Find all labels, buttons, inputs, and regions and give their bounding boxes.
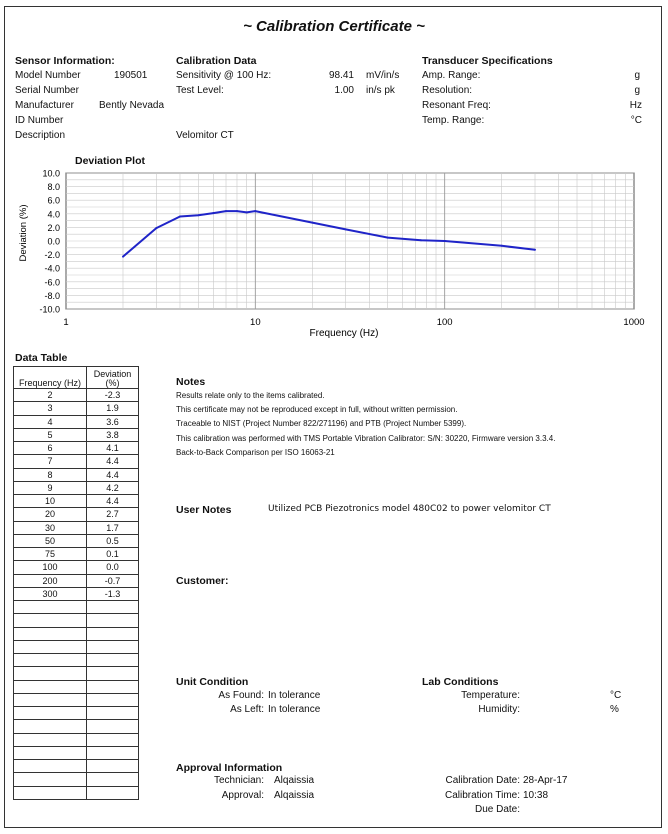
approval-label: Approval:: [221, 790, 264, 801]
frequency-cell: [14, 614, 87, 627]
frequency-cell: 5: [14, 428, 87, 441]
x-axis-label: Frequency (Hz): [309, 328, 379, 339]
table-row: [14, 720, 139, 733]
data-point: [387, 237, 389, 239]
frequency-cell: 75: [14, 548, 87, 561]
table-row: [14, 760, 139, 773]
frequency-cell: [14, 680, 87, 693]
data-table: [13, 366, 139, 800]
deviation-cell: [87, 614, 139, 627]
x-tick-label: 1: [63, 317, 69, 328]
deviation-cell: [87, 640, 139, 653]
deviation-cell: [87, 733, 139, 746]
frequency-cell: [14, 693, 87, 706]
y-axis-label: Deviation (%): [18, 204, 29, 262]
temperature-unit: °C: [610, 690, 622, 701]
notes-heading: Notes: [176, 376, 206, 388]
deviation-cell: [87, 746, 139, 759]
frequency-cell: [14, 786, 87, 799]
unit-condition-heading: Unit Condition: [176, 676, 249, 688]
resonant-freq-label: Resonant Freq:: [422, 100, 491, 111]
data-point: [155, 227, 157, 229]
deviation-cell: [87, 680, 139, 693]
deviation-cell: [87, 760, 139, 773]
table-row: [14, 640, 139, 653]
table-row: [14, 402, 139, 415]
test-level-unit: in/s pk: [366, 85, 395, 96]
table-row: [14, 707, 139, 720]
resonant-freq-unit: Hz: [629, 100, 642, 111]
table-row: [14, 521, 139, 534]
calibration-date-label: Calibration Date:: [445, 775, 520, 786]
frequency-cell: 7: [14, 455, 87, 468]
deviation-cell: 1.7: [87, 521, 139, 534]
frequency-cell: 20: [14, 508, 87, 521]
table-row: [14, 587, 139, 600]
y-tick-label: 10.0: [42, 168, 60, 179]
frequency-cell: [14, 720, 87, 733]
calibration-time-label: Calibration Time:: [444, 790, 520, 801]
table-row: [14, 455, 139, 468]
frequency-cell: [14, 773, 87, 786]
frequency-cell: 300: [14, 587, 87, 600]
due-date-label: Due Date:: [474, 804, 520, 815]
frequency-cell: 30: [14, 521, 87, 534]
frequency-cell: 9: [14, 481, 87, 494]
as-left-value: In tolerance: [268, 704, 321, 715]
sensitivity-label: Sensitivity @ 100 Hz:: [176, 70, 272, 81]
deviation-cell: 4.1: [87, 442, 139, 455]
data-point: [534, 249, 536, 251]
notes-line: This certificate may not be reproduced except in full, without written permission.: [176, 405, 458, 414]
table-row: [14, 627, 139, 640]
table-row: [14, 746, 139, 759]
col-deviation-header-line2: (%): [105, 378, 120, 388]
notes-line: This calibration was performed with TMS Portable Vibration Calibrator: S/N: 30220, Firmware version 3.3.4.: [176, 434, 556, 443]
data-point: [225, 210, 227, 212]
test-level-value: 1.00: [334, 85, 354, 96]
y-tick-label: 8.0: [47, 182, 60, 193]
y-tick-label: -8.0: [44, 290, 60, 301]
table-row: [14, 508, 139, 521]
table-row: [14, 389, 139, 402]
x-tick-label: 100: [436, 317, 453, 328]
deviation-cell: 3.6: [87, 415, 139, 428]
data-point: [345, 228, 347, 230]
frequency-cell: 4: [14, 415, 87, 428]
manufacturer-label: Manufacturer: [15, 100, 74, 111]
deviation-chart: [0, 0, 668, 350]
table-row: [14, 601, 139, 614]
data-point: [236, 210, 238, 212]
sensor-info-heading: Sensor Information:: [15, 55, 115, 67]
model-number-value: 190501: [114, 70, 148, 81]
col-deviation-header: [87, 367, 139, 389]
data-point: [212, 212, 214, 214]
frequency-cell: 6: [14, 442, 87, 455]
test-level-label: Test Level:: [176, 85, 224, 96]
frequency-cell: 200: [14, 574, 87, 587]
as-found-value: In tolerance: [268, 690, 321, 701]
sensitivity-value: 98.41: [328, 70, 354, 81]
table-row: [14, 534, 139, 547]
deviation-cell: [87, 707, 139, 720]
data-table-title: Data Table: [15, 352, 68, 364]
table-row: [14, 415, 139, 428]
data-point: [311, 222, 313, 224]
temp-range-unit: °C: [630, 115, 642, 126]
deviation-cell: 4.2: [87, 481, 139, 494]
technician-value: Alqaissia: [274, 775, 315, 786]
notes-line: Traceable to NIST (Project Number 822/271196) and PTB (Project Number 5399).: [176, 419, 467, 428]
data-point: [246, 211, 248, 213]
deviation-cell: 0.1: [87, 548, 139, 561]
y-tick-label: 2.0: [47, 222, 60, 233]
deviation-cell: 0.5: [87, 534, 139, 547]
deviation-cell: 0.0: [87, 561, 139, 574]
data-point: [254, 210, 256, 212]
model-number-label: Model Number: [15, 70, 81, 81]
y-tick-label: 0.0: [47, 236, 60, 247]
table-row: [14, 442, 139, 455]
data-point: [179, 216, 181, 218]
y-tick-label: 6.0: [47, 195, 60, 206]
user-notes-label: User Notes: [176, 504, 232, 516]
id-number-label: ID Number: [15, 115, 64, 126]
deviation-cell: [87, 693, 139, 706]
description-label: Description: [15, 130, 66, 141]
frequency-cell: [14, 627, 87, 640]
humidity-label: Humidity:: [478, 704, 520, 715]
data-point: [122, 256, 124, 258]
deviation-cell: 3.8: [87, 428, 139, 441]
humidity-unit: %: [610, 704, 619, 715]
y-tick-label: -4.0: [44, 263, 60, 274]
data-point: [197, 214, 199, 216]
frequency-cell: [14, 707, 87, 720]
x-tick-label: 10: [250, 317, 261, 328]
deviation-cell: [87, 773, 139, 786]
table-row: [14, 680, 139, 693]
deviation-cell: -1.3: [87, 587, 139, 600]
frequency-cell: [14, 760, 87, 773]
resolution-label: Resolution:: [422, 85, 473, 96]
table-row: [14, 495, 139, 508]
data-point: [501, 245, 503, 247]
approval-value: Alqaissia: [274, 790, 315, 801]
table-row: [14, 468, 139, 481]
deviation-cell: [87, 786, 139, 799]
technician-label: Technician:: [213, 775, 264, 786]
deviation-cell: [87, 720, 139, 733]
frequency-cell: 3: [14, 402, 87, 415]
table-row: [14, 773, 139, 786]
deviation-cell: 4.4: [87, 495, 139, 508]
frequency-cell: 8: [14, 468, 87, 481]
sensitivity-unit: mV/in/s: [366, 70, 400, 81]
table-row: [14, 481, 139, 494]
frequency-cell: [14, 601, 87, 614]
deviation-cell: [87, 654, 139, 667]
amp-range-unit: g: [634, 70, 640, 81]
certificate-title: ~ Calibration Certificate ~: [243, 18, 425, 35]
deviation-cell: -0.7: [87, 574, 139, 587]
table-row: [14, 428, 139, 441]
table-row: [14, 548, 139, 561]
y-tick-label: -2.0: [44, 250, 60, 261]
table-row: [14, 574, 139, 587]
table-row: [14, 614, 139, 627]
frequency-cell: [14, 667, 87, 680]
frequency-cell: 2: [14, 389, 87, 402]
as-found-label: As Found:: [218, 690, 264, 701]
frequency-cell: [14, 654, 87, 667]
deviation-cell: [87, 601, 139, 614]
approval-heading: Approval Information: [176, 762, 283, 774]
serial-number-label: Serial Number: [15, 85, 79, 96]
amp-range-label: Amp. Range:: [422, 70, 481, 81]
deviation-cell: 4.4: [87, 468, 139, 481]
resolution-unit: g: [634, 85, 640, 96]
table-row: [14, 561, 139, 574]
deviation-cell: 4.4: [87, 455, 139, 468]
deviation-cell: 1.9: [87, 402, 139, 415]
col-deviation-header-line1: Deviation: [93, 369, 132, 379]
notes-line: Results relate only to the items calibrated.: [176, 391, 325, 400]
deviation-cell: 2.7: [87, 508, 139, 521]
y-tick-label: -6.0: [44, 277, 60, 288]
frequency-cell: 50: [14, 534, 87, 547]
frequency-cell: 100: [14, 561, 87, 574]
frequency-cell: [14, 640, 87, 653]
user-notes-text: Utilized PCB Piezotronics model 480C02 to power velomitor CT: [268, 504, 551, 514]
deviation-cell: [87, 667, 139, 680]
col-frequency-header: Frequency (Hz): [14, 367, 87, 389]
temp-range-label: Temp. Range:: [422, 115, 485, 126]
deviation-cell: [87, 627, 139, 640]
description-value: Velomitor CT: [176, 130, 234, 141]
calibration-data-heading: Calibration Data: [176, 55, 257, 67]
data-point: [444, 240, 446, 242]
transducer-spec-heading: Transducer Specifications: [422, 55, 553, 67]
customer-label: Customer:: [176, 575, 229, 587]
lab-conditions-heading: Lab Conditions: [422, 676, 499, 688]
notes-line: Back-to-Back Comparison per ISO 16063-21: [176, 448, 335, 457]
table-row: [14, 733, 139, 746]
frequency-cell: 10: [14, 495, 87, 508]
x-tick-label: 1000: [623, 317, 645, 328]
y-tick-label: -10.0: [39, 304, 60, 315]
deviation-cell: -2.3: [87, 389, 139, 402]
table-row: [14, 667, 139, 680]
data-point: [420, 239, 422, 241]
table-row: [14, 786, 139, 799]
frequency-cell: [14, 733, 87, 746]
temperature-label: Temperature:: [461, 690, 520, 701]
table-row: [14, 693, 139, 706]
calibration-time-value: 10:38: [523, 790, 549, 801]
manufacturer-value: Bently Nevada: [99, 100, 165, 111]
frequency-cell: [14, 746, 87, 759]
chart-title: Deviation Plot: [75, 155, 146, 167]
as-left-label: As Left:: [230, 704, 264, 715]
table-row: [14, 654, 139, 667]
calibration-date-value: 28-Apr-17: [523, 775, 568, 786]
y-tick-label: 4.0: [47, 209, 60, 220]
